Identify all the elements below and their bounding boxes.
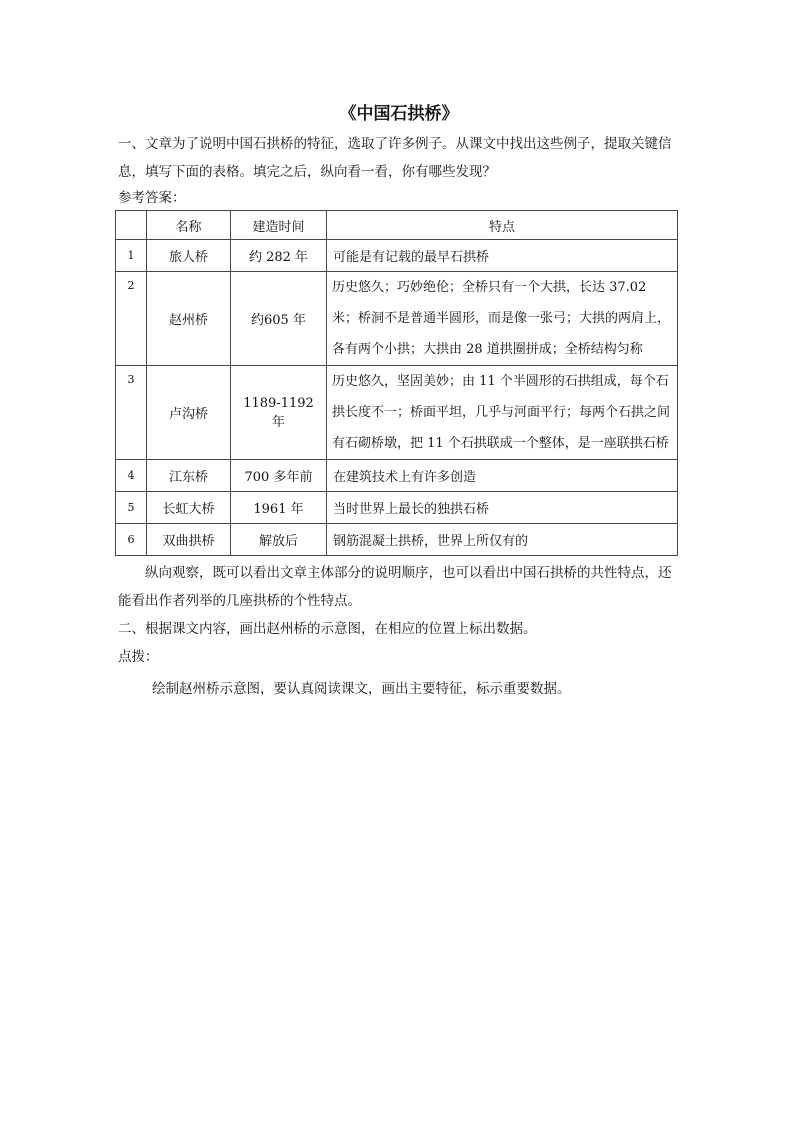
bridge-name: 赵州桥 <box>147 272 231 366</box>
table-row <box>116 492 678 524</box>
bridge-name: 卢沟桥 <box>147 366 231 460</box>
table-row <box>116 366 678 460</box>
bridge-feature: 当时世界上最长的独拱石桥 <box>327 492 678 524</box>
bridge-feature: 在建筑技术上有许多创造 <box>327 460 678 492</box>
build-time: 1961 年 <box>231 492 327 524</box>
build-time: 700 多年前 <box>231 460 327 492</box>
table-row <box>116 524 678 556</box>
row-index: 5 <box>116 492 147 524</box>
answer-label: 参考答案： <box>118 190 186 206</box>
question-1: 一、文章为了说明中国石拱桥的特征，选取了许多例子。从课文中找出这些例子，提取关键信息，填写下面的表格。填完之后，纵向看一看，你有哪些发现？ <box>118 136 672 180</box>
header-name: 名称 <box>147 211 231 240</box>
build-time: 1189-1192 年 <box>231 366 327 460</box>
header-index <box>116 211 147 240</box>
hint-text: 绘制赵州桥示意图，要认真阅读课文，画出主要特征，标示重要数据。 <box>152 681 571 697</box>
row-index: 3 <box>116 366 147 460</box>
bridge-name: 长虹大桥 <box>147 492 231 524</box>
table-row <box>116 272 678 366</box>
build-time: 约605 年 <box>231 272 327 366</box>
header-time: 建造时间 <box>231 211 327 240</box>
bridge-feature: 可能是有记载的最早石拱桥 <box>327 240 678 272</box>
row-index: 1 <box>116 240 147 272</box>
bridge-name: 双曲拱桥 <box>147 524 231 556</box>
table-row <box>116 460 678 492</box>
table-header-row <box>116 211 678 240</box>
observation-paragraph: 纵向观察，既可以看出文章主体部分的说明顺序，也可以看出中国石拱桥的共性特点，还能看出作者列举的几座拱桥的个性特点。 <box>118 565 672 609</box>
build-time: 解放后 <box>231 524 327 556</box>
bridge-feature: 历史悠久，坚固美妙；由 11 个半圆形的石拱组成，每个石拱长度不一；桥面平坦，几乎与河面平行；每两个石拱之间有石砌桥墩，把 11 个石拱联成一个整体，是一座联拱石桥 <box>327 366 678 460</box>
build-time: 约 282 年 <box>231 240 327 272</box>
bridge-name: 旅人桥 <box>147 240 231 272</box>
document-page <box>118 100 680 703</box>
bridge-feature: 历史悠久；巧妙绝伦；全桥只有一个大拱，长达 37.02 米；桥洞不是普通半圆形，而是像一张弓；大拱的两肩上，各有两个小拱；大拱由 28 道拱圈拼成；全桥结构匀称 <box>327 272 678 366</box>
bridge-feature: 钢筋混凝土拱桥，世界上所仅有的 <box>327 524 678 556</box>
document-title: 《中国石拱桥》 <box>339 104 459 124</box>
row-index: 2 <box>116 272 147 366</box>
row-index: 6 <box>116 524 147 556</box>
header-feature: 特点 <box>327 211 678 240</box>
bridges-table <box>115 210 678 556</box>
hint-label: 点拨： <box>118 649 159 665</box>
row-index: 4 <box>116 460 147 492</box>
bridge-name: 江东桥 <box>147 460 231 492</box>
question-2: 二、根据课文内容，画出赵州桥的示意图，在相应的位置上标出数据。 <box>118 621 537 637</box>
table-row <box>116 240 678 272</box>
